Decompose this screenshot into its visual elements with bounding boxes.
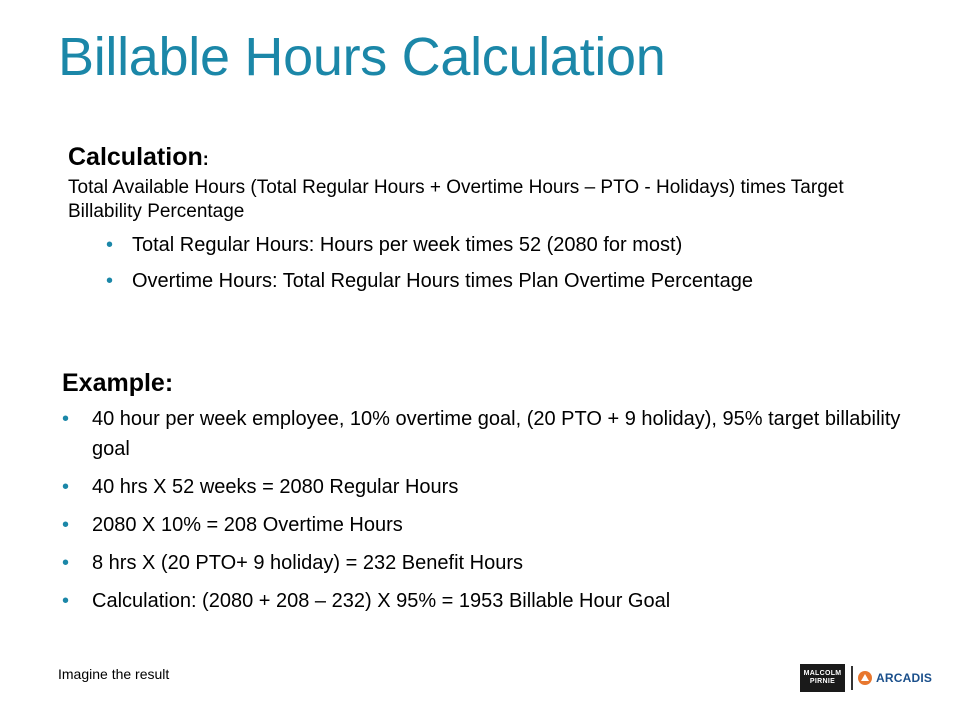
bullet-icon: •	[106, 270, 114, 292]
calculation-heading	[68, 142, 908, 174]
example-bullet-text: 2080 X 10% = 208 Overtime Hours	[92, 514, 403, 536]
calculation-bullet-text: Total Regular Hours: Hours per week times 52 (2080 for most)	[132, 234, 683, 256]
example-bullet-item	[62, 404, 922, 464]
bullet-icon: •	[62, 476, 70, 498]
arcadis-logo-text: ARCADIS	[876, 671, 933, 685]
calculation-bullet-item	[68, 234, 908, 257]
malcolm-pirnie-logo-line2: PIRNIE	[809, 678, 836, 685]
bullet-icon: •	[62, 590, 70, 612]
calculation-bullet-text: Overtime Hours: Total Regular Hours times Plan Overtime Percentage	[132, 270, 753, 292]
company-logos	[800, 664, 932, 692]
calculation-heading-colon: :	[202, 149, 209, 169]
example-bullet-list	[62, 404, 922, 616]
example-bullet-item	[62, 510, 922, 540]
calculation-heading-text: Calculation	[68, 143, 203, 171]
example-bullet-text: Calculation: (2080 + 208 – 232) X 95% = 1953 Billable Hour Goal	[92, 590, 671, 612]
example-bullet-item	[62, 548, 922, 578]
calculation-bullet-list	[68, 234, 908, 293]
footer-tagline: Imagine the result	[58, 666, 170, 682]
bullet-icon: •	[62, 514, 70, 536]
example-bullet-text: 8 hrs X (20 PTO+ 9 holiday) = 232 Benefit Hours	[92, 552, 523, 574]
arcadis-logo	[857, 670, 932, 686]
malcolm-pirnie-logo-line1: MALCOLM	[803, 670, 842, 677]
example-bullet-item	[62, 472, 922, 502]
calculation-bullet-item	[68, 270, 908, 293]
slide-title: Billable Hours Calculation	[58, 27, 666, 87]
example-bullet-text: 40 hour per week employee, 10% overtime goal, (20 PTO + 9 holiday), 95% target billability goal	[92, 408, 901, 460]
example-heading: Example:	[62, 369, 174, 397]
calculation-description: Total Available Hours (Total Regular Hours + Overtime Hours – PTO - Holidays) times Target Billability Percentage	[68, 177, 844, 222]
malcolm-pirnie-logo	[800, 664, 845, 692]
bullet-icon: •	[106, 234, 114, 256]
logo-divider	[851, 666, 853, 690]
example-bullet-item	[62, 586, 922, 616]
calculation-section	[68, 142, 908, 306]
arcadis-mark-icon	[857, 670, 873, 686]
bullet-icon: •	[62, 408, 70, 430]
bullet-icon: •	[62, 552, 70, 574]
example-section	[62, 366, 922, 624]
example-bullet-text: 40 hrs X 52 weeks = 2080 Regular Hours	[92, 476, 459, 498]
